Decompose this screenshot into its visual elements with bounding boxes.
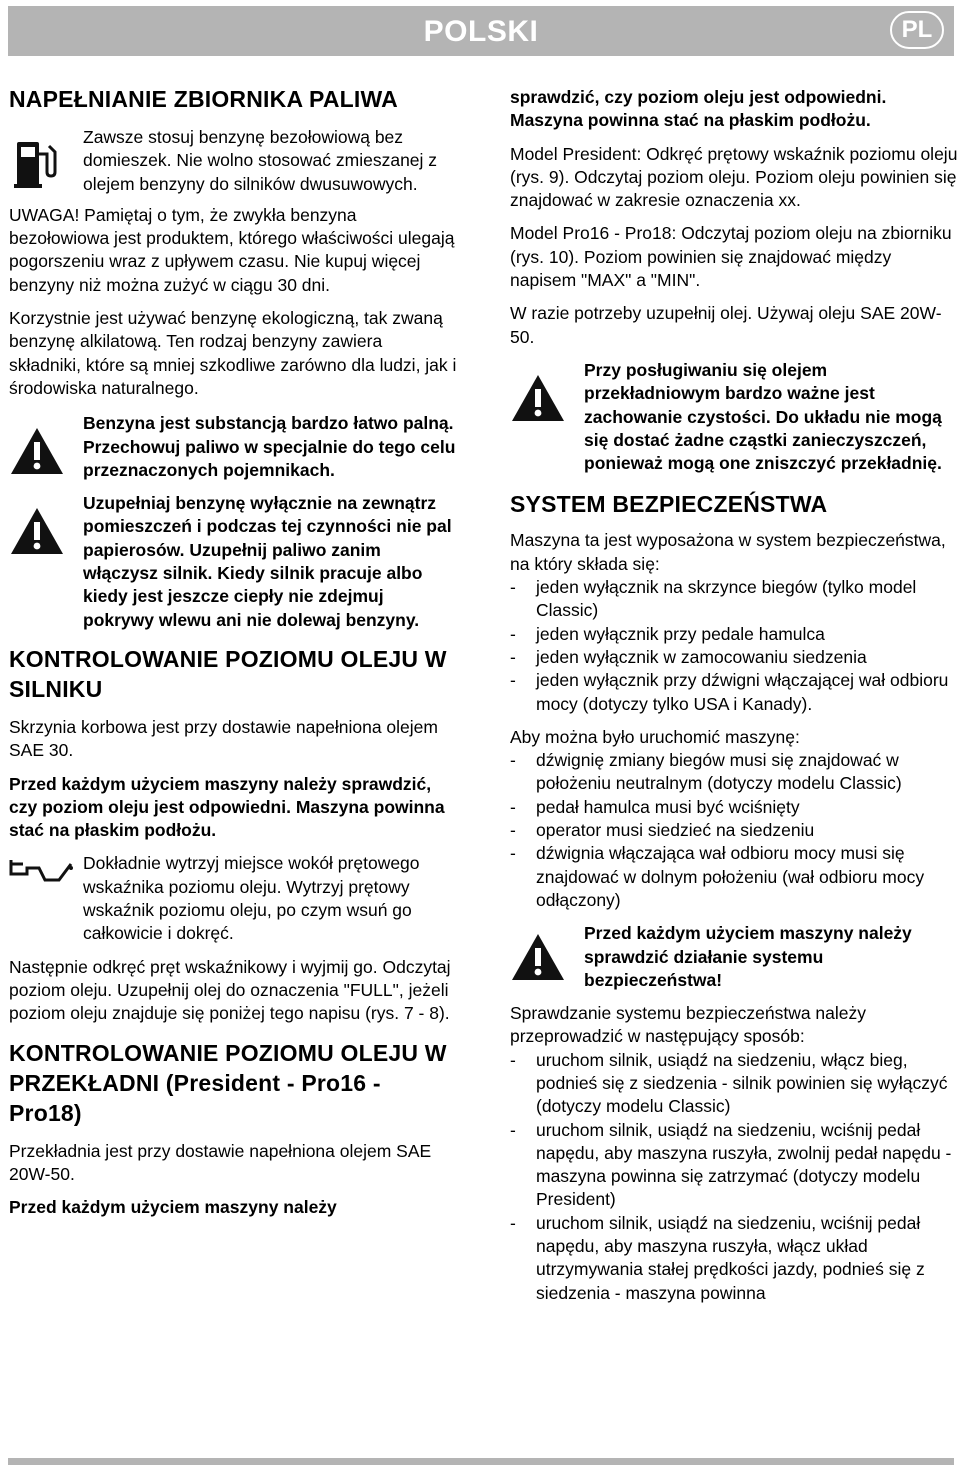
fuel-note [9,126,459,196]
paragraph-top-up: W razie potrzeby uzupełnij olej. Używaj oleju SAE 20W-50. [510,303,942,347]
warning-cleanliness [510,359,958,475]
paragraph-gearbox-fill: Przekładnia jest przy dostawie napełniona olejem SAE 20W-50. [9,1140,432,1184]
warning-refuel-text: Uzupełniaj benzynę wyłącznie na zewnątrz pomieszczeń i podczas tej czynności nie pal papierosów. Uzupełnij paliwo zanim włączysz silnik. Kiedy silnik pracuje albo kiedy jest jeszcze ciepły nie zdejmuj pokrywy wlewu ani nie dolewaj benzyny. [83,493,452,630]
warning-flammable [9,412,459,482]
paragraph-check-continued: sprawdzić, czy poziom oleju jest odpowiedni. Maszyna powinna stać na płaskim podłożu. [510,87,887,131]
warning-cleanliness-text: Przy posługiwaniu się olejem przekładniowym bardzo ważne jest zachowanie czystości. Do układu nie mogą się dostać żadne cząstki zanieczyszczeń, ponieważ mogą one zniszczyć przekładnię. [584,359,942,474]
safety-check-list [510,1049,958,1305]
warning-triangle-icon [510,373,566,428]
paragraph-read-level: Następnie odkręć pręt wskaźnikowy i wyjmij go. Odczytaj poziom oleju. Uzupełnij olej do oznaczenia "FULL", jeżeli poziom oleju znajduje się poniżej tego napisu (rys. 7 - 8). [9,956,451,1024]
page-language-title: POLSKI [423,15,539,48]
paragraph-crankcase: Skrzynia korbowa jest przy dostawie napełniona olejem SAE 30. [9,716,438,761]
warning-check-safety [510,922,958,992]
fuel-note-text: Zawsze stosuj benzynę bezołowiową bez domieszek. Nie wolno stosować zmieszanej z olejem benzyny do silników dwusuwowych. [83,127,438,194]
list-item: - uruchom silnik, usiądź na siedzeniu, wciśnij pedał napędu, aby maszyna ruszyła, zwolnij pedał napędu - maszyna powinna się zatrzymać (dotyczy modelu President) [510,1119,952,1210]
warning-flammable-text: Benzyna jest substancją bardzo łatwo palną. Przechowuj paliwo w specjalnie do tego celu przeznaczonych pojemnikach. [83,413,456,480]
fuel-pump-icon [9,138,59,195]
paragraph-safety-check-intro: Sprawdzanie systemu bezpieczeństwa należy przeprowadzić w następujący sposób: [510,1003,867,1047]
oil-note [9,852,459,945]
paragraph-model-president: Model President: Odkręć prętowy wskaźnik poziomu oleju (rys. 9). Odczytaj poziom oleju. Poziom oleju powinien się znajdować w zakresie oznaczenia xx. [510,143,958,211]
heading-safety-system: SYSTEM BEZPIECZEŃSTWA [510,491,828,518]
oil-note-text: Dokładnie wytrzyj miejsce wokół prętowego wskaźnika poziomu oleju. Wytrzyj prętowy wskaźnik poziomu oleju, po czym wsuń go całkowicie i dokręć. [83,853,420,944]
warning-check-safety-text: Przed każdym użyciem maszyny należy sprawdzić działanie systemu bezpieczeństwa! [584,923,912,990]
list-item: - dźwignię zmiany biegów musi się znajdować w położeniu neutralnym (dotyczy modelu Classic) [510,750,902,794]
warning-triangle-icon [9,426,65,481]
list-item: - operator musi siedzieć na siedzeniu [510,820,815,841]
start-conditions-list [510,749,958,912]
oil-dipstick-icon [9,854,75,889]
warning-triangle-icon [510,932,566,987]
paragraph-start-conditions: Aby można było uruchomić maszynę: [510,726,800,747]
list-item: - uruchom silnik, usiądź na siedzeniu, wciśnij pedał napędu, aby maszyna ruszyła, włącz układ utrzymywania stałej prędkości jazdy, podnieś się z siedzenia - maszyna powinna [510,1212,925,1303]
language-badge: PL [890,11,944,49]
heading-fuel-tank: NAPEŁNIANIE ZBIORNIKA PALIWA [9,86,398,112]
paragraph-check-before-use-2: Przed każdym użyciem maszyny należy [9,1197,337,1218]
list-item: - jeden wyłącznik na skrzynce biegów (tylko model Classic) [510,577,917,621]
safety-switch-list [510,576,958,716]
list-item: - jeden wyłącznik przy pedale hamulca [510,623,825,644]
list-item: - jeden wyłącznik przy dźwigni włączającej wał odbioru mocy (dotyczy tylko USA i Kanady). [510,670,949,714]
warning-triangle-icon [9,506,65,561]
footer-bar [8,1458,954,1465]
paragraph-model-pro: Model Pro16 - Pro18: Odczytaj poziom oleju na zbiorniku (rys. 10). Poziom powinien się znajdować między napisem "MAX" a "MIN". [510,223,952,291]
header-bar [8,6,954,56]
paragraph-safety-intro: Maszyna ta jest wyposażona w system bezpieczeństwa, na który składa się: [510,530,946,574]
paragraph-warning: UWAGA! Pamiętaj o tym, że zwykła benzyna bezołowiowa jest produktem, którego właściwości ulegają pogorszeniu wraz z upływem czasu. Nie kupuj więcej benzyny niż można zużyć w ciągu 30 dni. [9,204,455,295]
list-item: - jeden wyłącznik w zamocowaniu siedzenia [510,646,867,667]
heading-engine-oil: KONTROLOWANIE POZIOMU OLEJU W SILNIKU [9,645,447,702]
paragraph-check-before-use: Przed każdym użyciem maszyny należy sprawdzić, czy poziom oleju jest odpowiedni. Maszyna powinna stać na płaskim podłożu. [9,773,445,841]
warning-refuel [9,492,459,632]
right-column [510,86,958,1305]
paragraph-alkylate: Korzystnie jest używać benzynę ekologiczną, tak zwaną benzynę alkilatową. Ten rodzaj benzyny zawiera składniki, które są mniej szkodliwe zarówno dla ludzi, jak i środowiska naturalnego. [9,308,457,398]
left-column [9,84,459,1219]
list-item: - uruchom silnik, usiądź na siedzeniu, włącz bieg, podnieś się z siedzenia - silnik powinien się wyłączyć (dotyczy modelu Classic) [510,1049,948,1117]
list-item: - pedał hamulca musi być wciśnięty [510,796,800,817]
list-item: - dźwignia włączająca wał odbioru mocy musi się znajdować w dolnym położeniu (wał odbioru mocy odłączony) [510,843,925,910]
heading-gearbox-oil: KONTROLOWANIE POZIOMU OLEJU W PRZEKŁADNI (President - Pro16 - Pro18) [9,1039,447,1126]
